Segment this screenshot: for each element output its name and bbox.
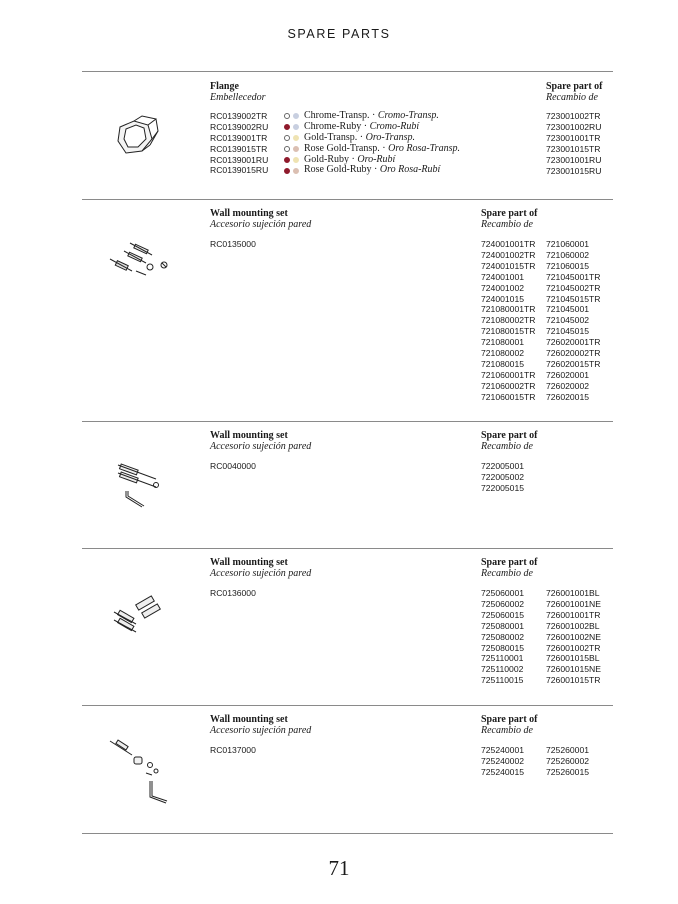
parent-code: 725060015	[481, 609, 525, 620]
finish-separator: ·	[369, 110, 378, 121]
finish-label-es: Oro-Rubí	[357, 153, 396, 165]
parent-code: 721060015	[546, 260, 590, 271]
flange-illustration	[112, 113, 162, 159]
page-number: 71	[328, 856, 350, 880]
spare-part-label-es: Recambio de	[481, 441, 533, 452]
parent-code: 721080001TR	[481, 304, 536, 315]
part-code: RC0136000	[210, 588, 256, 598]
spare-part-label-es: Recambio de	[546, 92, 598, 103]
finish-label-es: Oro Rosa-Transp.	[388, 142, 460, 154]
parent-code: 721080015TR	[481, 326, 536, 337]
parent-code: 726001001TR	[546, 609, 601, 620]
wall-mounting-set-section	[82, 548, 613, 705]
set-title-es: Accesorio sujeción pared	[210, 219, 312, 230]
spare-part-label-en: Spare part of	[546, 81, 603, 92]
parent-code: 721045001TR	[546, 271, 601, 282]
parent-codes-column	[546, 239, 600, 403]
wall-mounting-set-title	[210, 557, 311, 579]
parent-code: 723001001RU	[546, 154, 602, 165]
finish-label-es: Cromo-Transp.	[377, 110, 439, 121]
part-code: RC0139015TR	[210, 143, 268, 154]
parent-code: 726001002NE	[546, 631, 601, 642]
wall-mounting-set-title	[210, 714, 311, 736]
set-title-es: Accesorio sujeción pared	[210, 725, 312, 736]
parent-code: 721060001TR	[481, 369, 536, 380]
set-title-en: Wall mounting set	[210, 208, 288, 219]
spare-part-label-es: Recambio de	[481, 219, 533, 230]
parent-code: 721080001	[481, 337, 525, 348]
wall-mounting-set-section	[82, 705, 613, 833]
flange-parent-codes	[546, 111, 601, 176]
wall-mounting-set-section	[82, 421, 613, 548]
finish-separator: ·	[371, 164, 380, 176]
finish-label-es: Oro Rosa-Rubí	[379, 164, 441, 176]
parent-code: 724001001	[481, 271, 525, 282]
spare-part-label-es: Recambio de	[481, 568, 533, 579]
wall-mounting-set-illustration	[106, 241, 176, 285]
parent-codes-column	[481, 461, 524, 494]
spare-part-label-es: Recambio de	[481, 725, 533, 736]
flange-row	[210, 165, 460, 176]
spare-part-label-en: Spare part of	[481, 557, 538, 568]
finish-swatch-icon	[284, 168, 290, 174]
parent-code: 726020002TR	[546, 348, 601, 359]
part-code: RC0139001TR	[210, 132, 268, 143]
parent-code: 724001002	[481, 282, 525, 293]
finish-separator: ·	[349, 153, 358, 165]
flange-title-es: Embellecedor	[210, 92, 266, 103]
finish-label	[304, 165, 440, 176]
spare-part-label	[481, 714, 537, 736]
part-code: RC0137000	[210, 745, 256, 755]
parent-code: 722005002	[481, 471, 525, 482]
finish-label-en: Rose Gold-Transp.	[304, 142, 380, 154]
parent-code: 721060001	[546, 239, 590, 249]
flange-title-en: Flange	[210, 81, 239, 92]
part-code: RC0139001RU	[210, 154, 269, 165]
parent-code: 721060002TR	[481, 380, 536, 391]
spare-part-label-en: Spare part of	[481, 430, 538, 441]
parent-code: 725110001	[481, 653, 524, 664]
finish-swatch-icon	[284, 124, 290, 130]
wall-mounting-set-title	[210, 208, 311, 230]
parent-code: 721045002	[546, 315, 590, 326]
wall-mounting-set-illustration	[112, 594, 168, 634]
parent-code: 726020015	[546, 391, 590, 402]
parent-code: 724001001TR	[481, 239, 536, 249]
parent-code: 725240002	[481, 755, 525, 766]
finish-swatch-icon	[293, 113, 299, 119]
part-code: RC0139002RU	[210, 121, 269, 132]
parent-code: 723001001TR	[546, 132, 601, 143]
parent-code: 722005001	[481, 461, 525, 471]
parent-code: 725060002	[481, 598, 525, 609]
parent-code: 726020002	[546, 380, 590, 391]
parent-code: 726020015TR	[546, 358, 601, 369]
finish-label-es: Oro-Transp.	[365, 131, 415, 143]
flange-table	[210, 111, 460, 176]
finish-swatch-icon	[284, 157, 290, 163]
wall-mounting-set-illustration	[116, 461, 164, 509]
finish-swatch-icon	[284, 113, 290, 119]
parent-code: 726001001BL	[546, 588, 600, 598]
finish-swatch-icon	[293, 157, 299, 163]
part-code: RC0139015RU	[210, 165, 269, 176]
finish-swatch-icon	[293, 135, 299, 141]
parent-code: 726001015BL	[546, 653, 600, 664]
parent-code: 726001015NE	[546, 664, 601, 675]
parent-code: 725260002	[546, 755, 590, 766]
parent-codes-column	[481, 239, 535, 403]
parent-code: 726001002TR	[546, 642, 601, 653]
parent-code: 724001015TR	[481, 260, 536, 271]
spare-part-label	[481, 208, 537, 230]
finish-swatch-icon	[293, 146, 299, 152]
divider	[82, 833, 613, 834]
page-title: SPARE PARTS	[287, 27, 391, 41]
finish-swatch-icon	[293, 168, 299, 174]
set-title-es: Accesorio sujeción pared	[210, 441, 312, 452]
parent-code: 721080015	[481, 358, 525, 369]
parent-code: 721045015TR	[546, 293, 601, 304]
parent-code: 726020001	[546, 369, 590, 380]
finish-separator: ·	[379, 142, 389, 154]
set-title-en: Wall mounting set	[210, 430, 288, 441]
parent-code: 724001002TR	[481, 249, 536, 260]
flange-title	[210, 81, 266, 103]
parent-code: 725240015	[481, 766, 525, 777]
parent-codes-column	[546, 588, 601, 686]
parent-code: 721045001	[546, 304, 590, 315]
set-title-es: Accesorio sujeción pared	[210, 568, 312, 579]
parent-code: 725080015	[481, 642, 525, 653]
parent-code: 721045015	[546, 326, 590, 337]
parent-code: 726001015TR	[546, 675, 601, 686]
flange-section	[82, 71, 613, 199]
spare-part-label	[481, 557, 537, 579]
spare-part-label-en: Spare part of	[481, 714, 538, 725]
parent-code: 723001015TR	[546, 143, 601, 154]
wall-mounting-set-section	[82, 199, 613, 421]
finish-label-es: Cromo-Rubí	[369, 120, 420, 132]
parent-code: 722005015	[481, 482, 525, 493]
parent-code: 725260001	[546, 745, 590, 755]
parent-code: 725110002	[481, 664, 524, 675]
parent-code: 721060002	[546, 249, 590, 260]
finish-swatch-icon	[284, 135, 290, 141]
parent-code: 721080002	[481, 348, 525, 359]
parent-code: 725110015	[481, 675, 524, 686]
parent-code: 724001015	[481, 293, 525, 304]
parent-code: 725260015	[546, 766, 590, 777]
parent-codes-column	[481, 745, 524, 778]
parent-codes-column	[546, 745, 589, 778]
finish-label-en: Chrome-Ruby	[304, 120, 362, 132]
parent-code: 725060001	[481, 588, 525, 598]
parent-code: 723001002RU	[546, 121, 602, 132]
parent-code: 721045002TR	[546, 282, 601, 293]
parent-code: 726001001NE	[546, 598, 601, 609]
finish-label-en: Chrome-Transp.	[304, 110, 370, 121]
parent-code: 725080001	[481, 620, 525, 631]
part-code: RC0040000	[210, 461, 256, 471]
spare-part-label-en: Spare part of	[481, 208, 538, 219]
finish-label-en: Gold-Transp.	[304, 131, 358, 143]
parent-code: 726001002BL	[546, 620, 600, 631]
finish-swatch-icon	[293, 124, 299, 130]
wall-mounting-set-illustration	[106, 735, 172, 805]
parent-code: 725080002	[481, 631, 525, 642]
parent-code: 725240001	[481, 745, 525, 755]
parent-code: 723001002TR	[546, 111, 601, 121]
part-code: RC0139002TR	[210, 111, 268, 121]
finish-separator: ·	[357, 131, 366, 143]
part-code: RC0135000	[210, 239, 256, 249]
finish-label-en: Gold-Ruby	[304, 153, 349, 165]
parent-code: 721060015TR	[481, 391, 536, 402]
parent-code: 721080002TR	[481, 315, 536, 326]
spare-part-label	[546, 81, 602, 103]
spare-part-label	[481, 430, 537, 452]
parent-code: 726020001TR	[546, 337, 601, 348]
parent-codes-column	[481, 588, 524, 686]
parent-code: 723001015RU	[546, 165, 602, 176]
finish-swatch-icon	[284, 146, 290, 152]
set-title-en: Wall mounting set	[210, 557, 288, 568]
finish-separator: ·	[361, 120, 370, 132]
finish-label-en: Rose Gold-Ruby	[304, 164, 372, 176]
set-title-en: Wall mounting set	[210, 714, 288, 725]
wall-mounting-set-title	[210, 430, 311, 452]
